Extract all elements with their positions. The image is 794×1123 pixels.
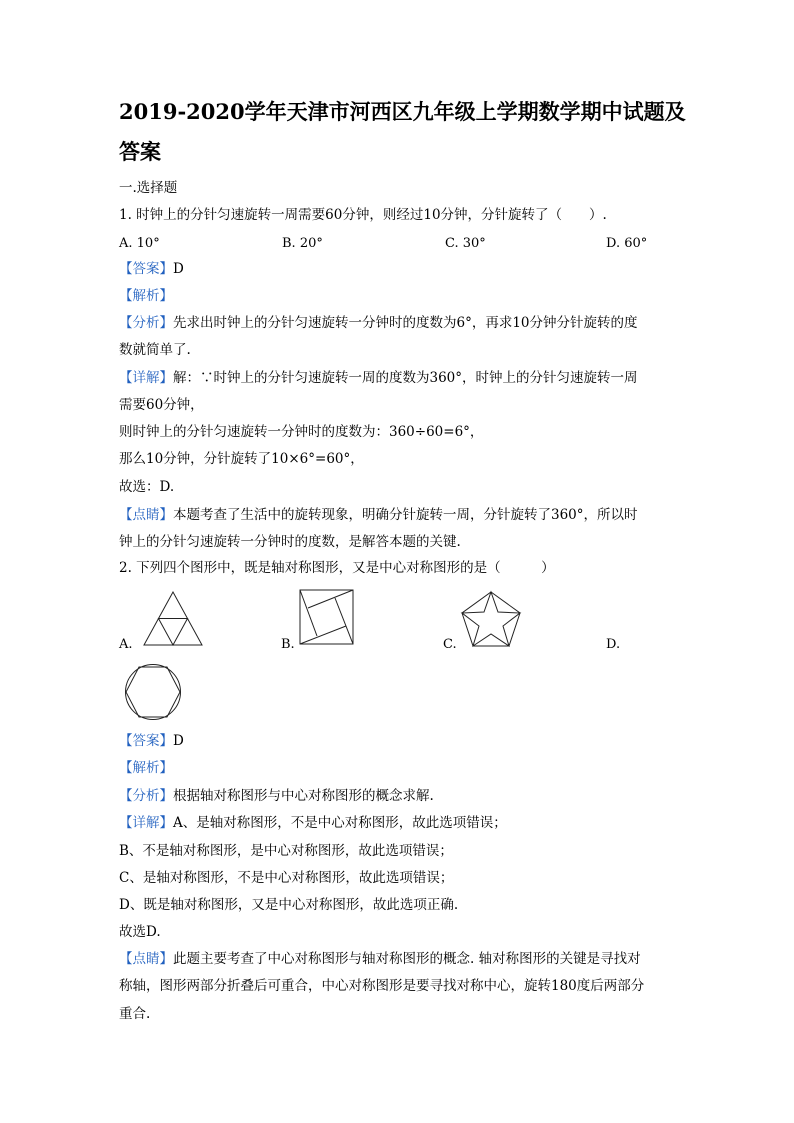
q1-xiangjie bbox=[119, 369, 638, 387]
text-line: 需要60分钟， bbox=[119, 397, 204, 413]
answer-tag: 【答案】 bbox=[119, 261, 173, 277]
text-line: 本题考查了生活中的旋转现象，明确分针旋转一周，分针旋转了360°，所以时 bbox=[173, 507, 638, 523]
q1-option-b: B. 20° bbox=[282, 236, 323, 251]
text-line: 重合. bbox=[119, 1006, 151, 1022]
q1-answer bbox=[119, 260, 184, 278]
q1-dianjing bbox=[119, 506, 638, 524]
text-line: D、既是轴对称图形，又是中心对称图形，故此选项正确. bbox=[119, 897, 459, 913]
dianjing-tag: 【点睛】 bbox=[119, 507, 173, 523]
text-line: 先求出时钟上的分针匀速旋转一分钟时的度数为6°，再求10分钟分针旋转的度 bbox=[173, 315, 638, 331]
text-line: A、是轴对称图形，不是中心对称图形，故此选项错误； bbox=[173, 815, 507, 831]
q2-option-a-label: A. bbox=[119, 637, 133, 652]
text-line: 故选D. bbox=[119, 924, 161, 940]
fenxi-tag: 【分析】 bbox=[119, 315, 173, 331]
q2-option-b-label: B. bbox=[281, 637, 295, 652]
q1-option-a: A. 10° bbox=[119, 236, 160, 251]
q2-dianjing bbox=[119, 950, 641, 968]
q2-option-c-label: C. bbox=[443, 637, 457, 652]
answer-value: D bbox=[173, 733, 184, 749]
answer-tag: 【答案】 bbox=[119, 733, 173, 749]
q2-stem: 2. 下列四个图形中，既是轴对称图形，又是中心对称图形的是（ ） bbox=[119, 560, 555, 576]
document-title-line1: 2019-2020学年天津市河西区九年级上学期数学期中试题及 bbox=[119, 99, 686, 124]
q2-analysis-tag: 【解析】 bbox=[119, 760, 173, 776]
xiangjie-tag: 【详解】 bbox=[119, 370, 173, 386]
fenxi-tag: 【分析】 bbox=[119, 788, 173, 804]
text-line: 称轴，图形两部分折叠后可重合，中心对称图形是要寻找对称中心，旋转180度后两部分 bbox=[119, 978, 645, 994]
xiangjie-tag: 【详解】 bbox=[119, 815, 173, 831]
section-heading: 一.选择题 bbox=[119, 180, 178, 196]
q1-option-d: D. 60° bbox=[606, 236, 648, 251]
q2-fenxi bbox=[119, 787, 434, 805]
text-line: 则时钟上的分针匀速旋转一分钟时的度数为：360÷60=6°， bbox=[119, 424, 484, 440]
text-line: B、不是轴对称图形，是中心对称图形，故此选项错误； bbox=[119, 843, 453, 859]
text-line: 解：∵时钟上的分针匀速旋转一周的度数为360°，时钟上的分针匀速旋转一周 bbox=[173, 370, 638, 386]
text-line: C、是轴对称图形，不是中心对称图形，故此选项错误； bbox=[119, 870, 454, 886]
dianjing-tag: 【点睛】 bbox=[119, 951, 173, 967]
text-line: 数就简单了. bbox=[119, 342, 191, 358]
answer-value: D bbox=[173, 261, 184, 277]
triangle-figure bbox=[142, 590, 204, 646]
text-line: 根据轴对称图形与中心对称图形的概念求解. bbox=[173, 788, 434, 804]
pentagon-star-figure bbox=[460, 590, 522, 648]
text-line: 此题主要考查了中心对称图形与轴对称图形的概念. 轴对称图形的关键是寻找对 bbox=[173, 951, 641, 967]
q1-fenxi bbox=[119, 314, 638, 332]
q2-xiangjie bbox=[119, 814, 507, 832]
square-figure bbox=[299, 589, 355, 646]
hexagon-circle-figure bbox=[124, 663, 182, 721]
q2-answer bbox=[119, 732, 184, 750]
text-line: 钟上的分针匀速旋转一分钟时的度数，是解答本题的关键. bbox=[119, 534, 461, 550]
document-title-line2: 答案 bbox=[119, 139, 161, 164]
q2-option-d-label: D. bbox=[606, 637, 621, 652]
text-line: 那么10分钟，分针旋转了10×6°=60°， bbox=[119, 451, 364, 467]
text-line: 故选：D. bbox=[119, 479, 175, 495]
q1-option-c: C. 30° bbox=[445, 236, 486, 251]
q1-stem: 1. 时钟上的分针匀速旋转一周需要60分钟，则经过10分钟，分针旋转了（ ）. bbox=[119, 207, 607, 223]
q1-analysis-tag: 【解析】 bbox=[119, 288, 173, 304]
